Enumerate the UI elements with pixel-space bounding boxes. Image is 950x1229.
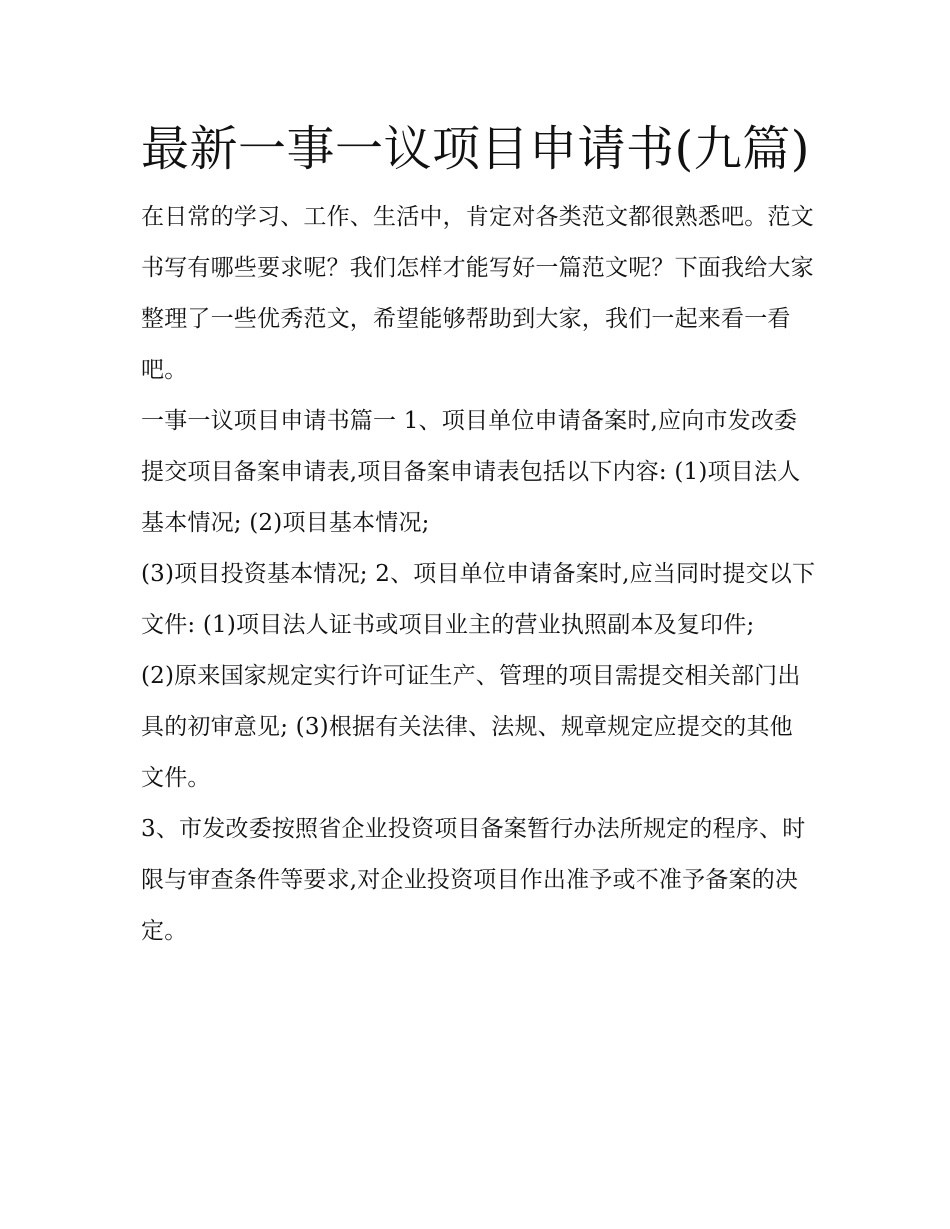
document-body (141, 112, 816, 957)
paragraph-section-4: 3、市发改委按照省企业投资项目备案暂行办法所规定的程序、时限与审查条件等要求,对企业投资项目作出准予或不准予备案的决定。 (141, 816, 806, 944)
document-title: 最新一事一议项目申请书(九篇) (141, 121, 810, 177)
paragraph-section-2: (3)项目投资基本情况; 2、项目单位申请备案时,应当同时提交以下文件: (1)项目法人证书或项目业主的营业执照副本及复印件; (141, 561, 816, 638)
paragraph-intro: 在日常的学习、工作、生活中，肯定对各类范文都很熟悉吧。范文书写有哪些要求呢？我们怎样才能写好一篇范文呢？下面我给大家整理了一些优秀范文，希望能够帮助到大家，我们一起来看一看吧。 (141, 204, 814, 383)
paragraph-section-3: (2)原来国家规定实行许可证生产、管理的项目需提交相关部门出具的初审意见; (3)根据有关法律、法规、规章规定应提交的其他文件。 (141, 663, 801, 791)
paragraph-section-1: 一事一议项目申请书篇一 1、项目单位申请备案时,应向市发改委提交项目备案申请表,项目备案申请表包括以下内容: (1)项目法人基本情况; (2)项目基本情况; (141, 408, 801, 536)
